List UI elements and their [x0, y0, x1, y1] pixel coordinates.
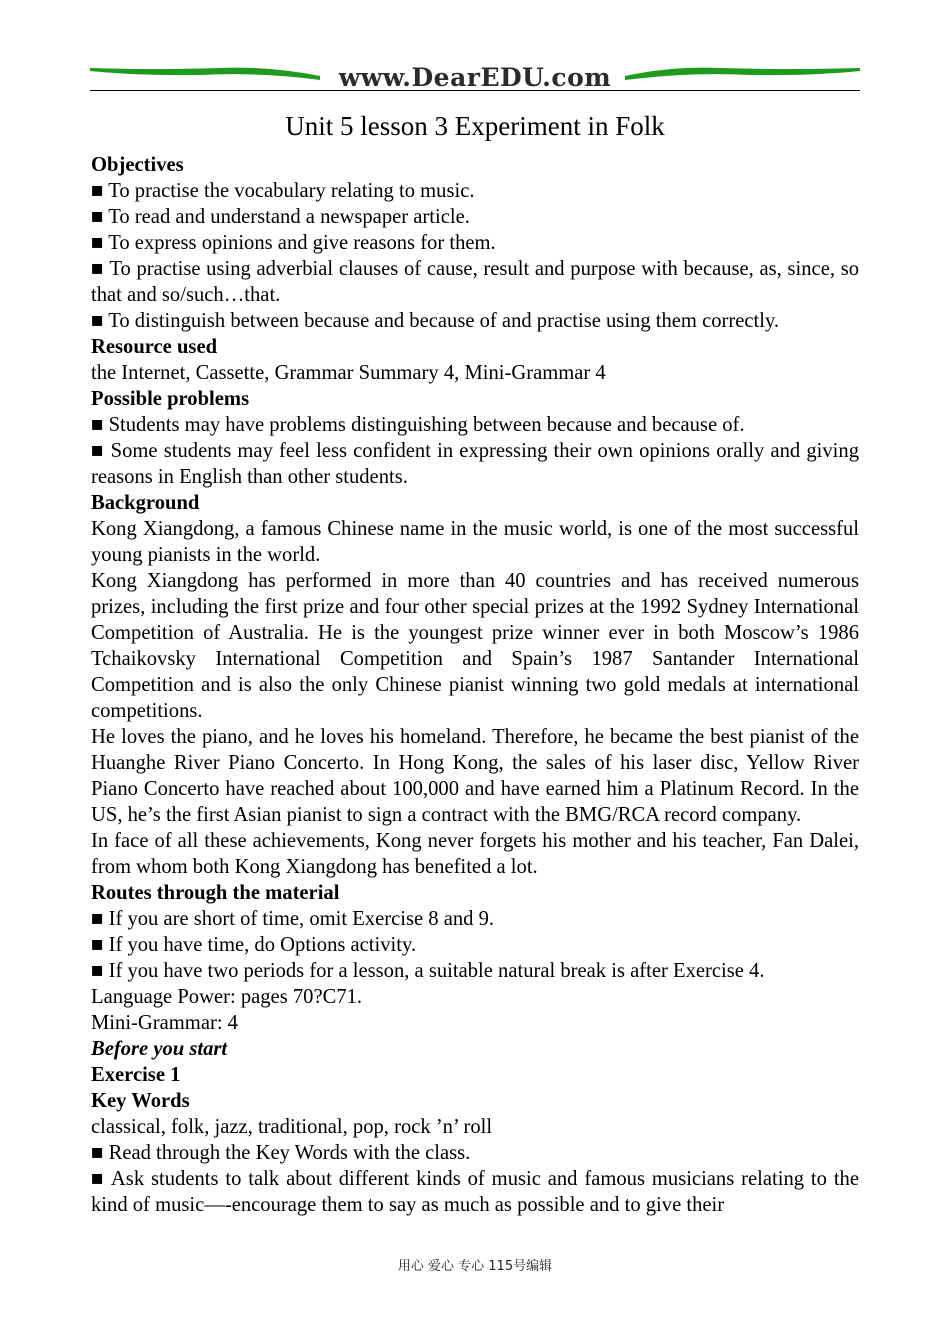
mini-grammar-ref: Mini-Grammar: 4 — [91, 1012, 238, 1034]
lesson-content — [91, 152, 859, 1218]
background-paragraph: Kong Xiangdong has performed in more than 40 countries and has received numerous prizes, including the first prize and four other special prizes at the 1992 Sydney International Competition of Australia. He is the youngest prize winner ever in both Moscow’s 1986 Tchaikovsky International Competition and Spain’s 1987 Santander International Competition and is also the only Chinese pianist winning two gold medals at international competitions. — [91, 570, 859, 722]
key-words-list: classical, folk, jazz, traditional, pop, rock ’n’ roll — [91, 1116, 493, 1138]
objective-item: ■ To express opinions and give reasons for them. — [91, 232, 496, 254]
route-item: ■ If you have time, do Options activity. — [91, 934, 417, 956]
problem-item: ■ Students may have problems distinguishing between because and because of. — [91, 414, 745, 436]
exercise-1-heading: Exercise 1 — [91, 1064, 181, 1086]
page-footer: 用心 爱心 专心 115号编辑 — [397, 1259, 553, 1274]
header-rule — [90, 90, 860, 91]
exercise-item: ■ Read through the Key Words with the class. — [91, 1142, 471, 1164]
objective-item: ■ To practise the vocabulary relating to music. — [91, 180, 475, 202]
site-url[interactable]: www.DearEDU.com — [338, 63, 612, 92]
page-title: Unit 5 lesson 3 Experiment in Folk — [285, 111, 665, 141]
problem-item: ■ Some students may feel less confident in expressing their own opinions orally and giving reasons in English than other students. — [91, 440, 859, 488]
routes-heading: Routes through the material — [91, 882, 340, 904]
route-item: ■ If you are short of time, omit Exercise 8 and 9. — [91, 908, 495, 930]
background-heading: Background — [91, 492, 200, 514]
objectives-heading: Objectives — [91, 154, 184, 176]
objective-item: ■ To distinguish between because and because of and practise using them correctly. — [91, 310, 780, 332]
objective-item: ■ To practise using adverbial clauses of cause, result and purpose with because, as, since, so that and so/such…that. — [91, 258, 859, 306]
background-paragraph: Kong Xiangdong, a famous Chinese name in the music world, is one of the most successful young pianists in the world. — [91, 518, 859, 566]
problems-heading: Possible problems — [91, 388, 250, 410]
key-words-heading: Key Words — [91, 1090, 190, 1112]
before-you-start-heading: Before you start — [91, 1038, 228, 1060]
resource-text: the Internet, Cassette, Grammar Summary 4, Mini-Grammar 4 — [91, 362, 606, 384]
exercise-item: ■ Ask students to talk about different kinds of music and famous musicians relating to the kind of music—-encourage them to say as much as possible and to give their — [91, 1168, 859, 1216]
language-power-ref: Language Power: pages 70?C71. — [91, 986, 363, 1008]
route-item: ■ If you have two periods for a lesson, a suitable natural break is after Exercise 4. — [91, 960, 765, 982]
objective-item: ■ To read and understand a newspaper article. — [91, 206, 470, 228]
resource-heading: Resource used — [91, 336, 218, 358]
background-paragraph: He loves the piano, and he loves his homeland. Therefore, he became the best pianist of the Huanghe River Piano Concerto. In Hong Kong, the sales of his laser disc, Yellow River Piano Concerto have reached about 100,000 and have earned him a Platinum Record. In the US, he’s the first Asian pianist to sign a contract with the BMG/RCA record company. — [91, 726, 859, 826]
background-paragraph: In face of all these achievements, Kong never forgets his mother and his teacher, Fan Dalei, from whom both Kong Xiangdong has benefited a lot. — [91, 830, 859, 878]
site-header — [90, 62, 860, 96]
